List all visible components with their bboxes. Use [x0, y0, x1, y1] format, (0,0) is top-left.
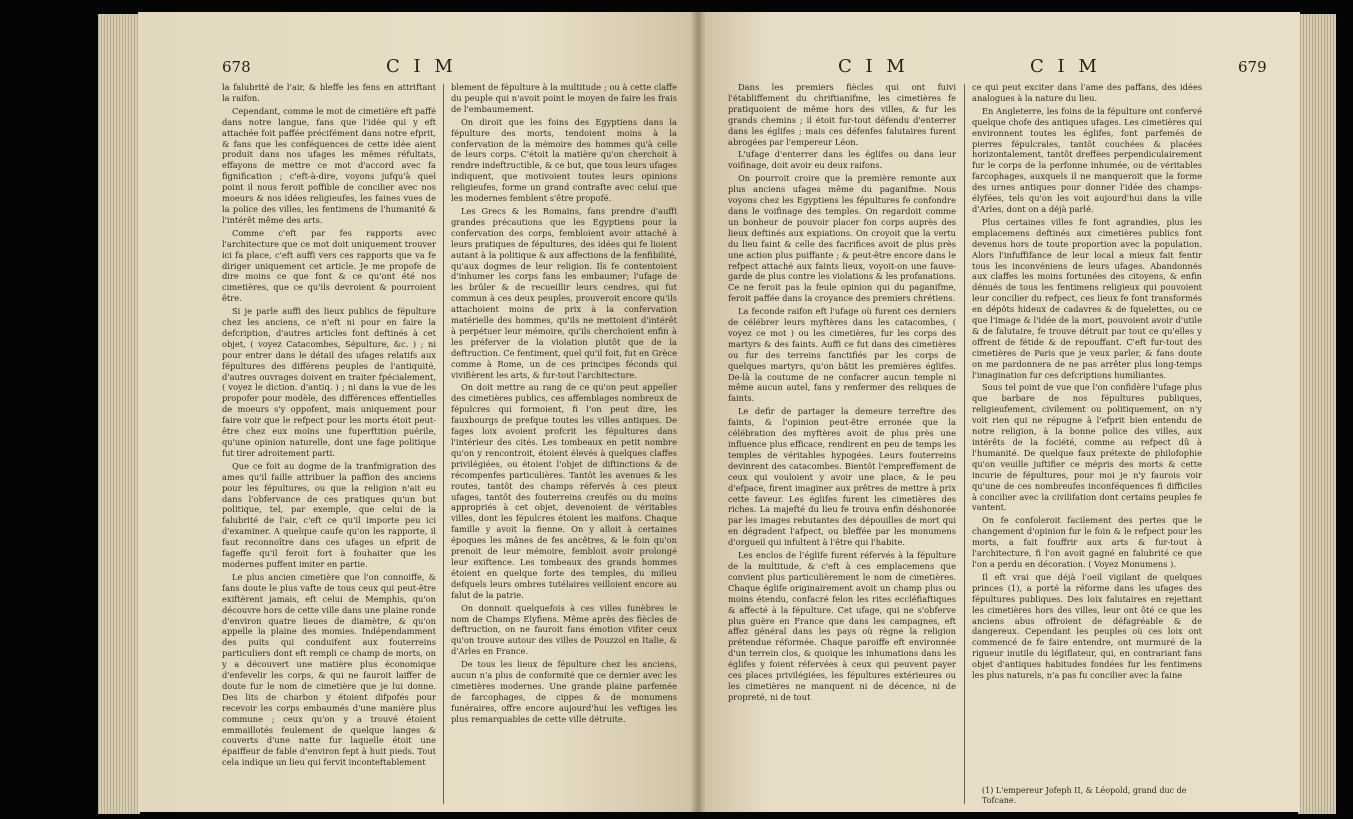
- paragraph: Les Grecs & les Romains, fans prendre d'auffi grandes précautions que les Egyptiens pour la confervation des corps, fembloient avoir attaché à leurs pratiques de fépultures, des idées qui fe lioient autant à la politique & aux affections de la fenfibilité, qu'aux dogmes de leur religion. Ils fe contentoient d'inhumer les corps fans les embaumer; l'ufage de les brûler & de recueillir leurs cendres, qui fut commun à ces deux peuples, prouveroit encore qu'ils attachoient moins de prix à la confervation matérielle des hommes, qu'ils ne mettoient d'intérêt à perpétuer leur mémoire, qu'ils cherchoient enfin à les préferver de la violation plutôt que de la deftruction. Ce fentiment, quel qu'il foit, fut en Grèce comme à Rome, un de ces principes féconds qui vivifièrent les arts, & fur-tout l'architecture.: [451, 205, 677, 380]
- paragraph: Plus certaines villes fe font agrandies, plus les emplacemens deftinés aux cimetières publics font devenus hors de toute proportion avec la population. Alors l'infuffifance de leur local a mieux fait fentir tous les inconvéniens de leurs ufages. Abandonnés aux claffes les moins fortunées des citoyens, & enfin dénués de tous les fentimens religieux qui pouvoient leur concilier du refpect, ces lieux fe font transformés en dépôts hideux de cadavres & de fquelettes, ou ce que l'image & l'idée de la mort, pouvoient avoir d'utile & de falutaire, fe trouve détruit par tout ce qu'elles y offrent de fétide & de repouffant. C'eft fur-tout des cimetières de Paris que je veux parler, & fans doute on me pardonnera de ne pas arrêter plus long-temps l'imagination fur ces defcriptions humiliantes.: [972, 216, 1202, 380]
- page-number-right: 679: [1238, 58, 1267, 76]
- paragraph: Comme c'eft par fes rapports avec l'architecture que ce mot doit uniquement trouver ici fa place, c'eft auffi vers ces rapports que va fe diriger uniquement cet article. Je me propofe de dire moins ce que font & ce qu'ont été nos cimetières, que ce qu'ils devroient & pourroient être.: [222, 227, 436, 304]
- running-header-left: C I M: [386, 56, 457, 77]
- paragraph: De tous les lieux de fépulture chez les anciens, aucun n'a plus de conformité que ce dernier avec les cimetières modernes. Une grande plaine parfemée de farcophages, de cippes & de monumens funéraires, offre encore aujourd'hui les veftiges les plus remarquables de cette ville détruite.: [451, 659, 677, 724]
- right-column-2: [972, 82, 1202, 776]
- paragraph: On diroit que les foins des Egyptiens dans la fépulture des morts, tendoient moins à la confervation de la mémoire des hommes qu'à celle de leurs corps. C'étoit la matière qu'on cherchoit à rendre indeftructible, & ce but, que tous leurs ufages indiquent, que motivoient toutes leurs opinions religieufes, forme un grand contrafte avec celui que les modernes femblent s'être propofé.: [451, 116, 677, 204]
- left-column-1: [222, 82, 436, 806]
- paragraph: L'ufage d'enterrer dans les églifes ou dans leur voifinage, doit avoir eu deux raifons.: [728, 149, 956, 171]
- column-rule: [443, 84, 444, 804]
- paragraph: On fe confoleroit facilement des pertes que le changement d'opinion fur le foin & le refpect pour les morts, a fait fouffrir aux arts & fur-tout à l'architecture, fi l'on avoit gagné en falubrité ce que l'on a perdu en décoration. ( Voyez Monumens ).: [972, 515, 1202, 569]
- paragraph: Que ce foit au dogme de la tranfmigration des ames qu'il faille attribuer la paffion des anciens pour les fépultures, ou que la religion n'ait eu dans l'obfervance de ces pratiques qu'un but politique, tel, par exemple, que celui de la falubrité de l'air, c'eft ce qu'il importe peu ici d'examiner. A quelque caufe qu'on les rapporte, il faut reconnoître dans ces ufages un efprit de fageffe qu'il feroit fort à fouhaiter que les modernes puffent imiter en partie.: [222, 460, 436, 569]
- paragraph: On donnoit quelquefois à ces villes funèbres le nom de Champs Elyfiens. Même après des fiècles de deftruction, on ne fauroit fans émotion vifiter ceux qu'on trouve autour des villes de Pouzzol en Italie, & d'Arles en France.: [451, 602, 677, 657]
- footnote: (1) L'empereur Jofeph II, & Léopold, grand duc de Tofcane.: [982, 786, 1187, 805]
- column-rule: [964, 84, 965, 804]
- paragraph: La feconde raifon eft l'ufage où furent ces derniers de célébrer leurs myftères dans les catacombes, ( voyez ce mot ) ou les cimetières, fur les corps des martyrs & des faints. Auffi ce fut dans des cimetières ou fur des terreins fanctifiés par les corps de quelques martyrs, qu'on bâtit les premières églifes. De-là la coutume de ne confacrer aucun temple ni même aucun autel, fans y renfermer des reliques de faints.: [728, 306, 956, 404]
- paragraph: En Angleterre, les foins de la fépulture ont confervé quelque chofe des antiques ufages. Les cimetières qui environnent toutes les églifes, font parfemés de pierres fépulcrales, tantôt couchées & placées horizontalement, tantôt dreffées perpendiculairement fur le corps de la perfonne inhumée, ou de véritables farcophages, auxquels il ne manqueroit que la forme des urnes antiques pour donner l'idée des champs-élyfées, tels qu'on les voit aujourd'hui dans la ville d'Arles, dont on a déjà parlé.: [972, 105, 1202, 214]
- paragraph: Le defir de partager la demeure terreftre des faints, & l'opinion peut-être erronée que la célébration des myftères avoit de plus près une influence plus efficace, rendirent en peu de temps les temples de véritables hypogées. Leurs fouterreins devinrent des catacombes. Bientôt l'empreffement de ceux qui vouloient y avoir une place, & le peu d'efpace, firent imaginer aux prêtres de mettre à prix cette faveur. Les églifes furent les cimetières des riches. La majefté du lieu fe trouva enfin déshonorée par les images rebutantes des dépouilles de mort qui en dégradent l'afpect, ou bleffée par les monumens d'orgueil qui infultent à l'être qui l'habite.: [728, 406, 956, 548]
- paragraph: blement de fépulture à la multitude ; ou à cette claffe du peuple qui n'avoit point le moyen de faire les frais de l'embaumement.: [451, 82, 677, 114]
- page-number-left: 678: [222, 58, 251, 76]
- running-header-right: C I M: [838, 56, 909, 77]
- paragraph: Cependant, comme le mot de cimetière eft paffé dans notre langue, fans que l'idée qui y eft attachée foit paffée précifément dans notre efprit, & fans que les conféquences de cette idée aient produit dans nos ufages les mêmes réfultats, effayons de mettre ce mot d'accord avec fa fignification ; c'eft-à-dire, voyons jufqu'à quel point il nous feroit poffible de concilier avec nos moeurs & nos idées religieufes, les faines vues de la police des villes, les fentimens de l'humanité & l'intérêt même des arts.: [222, 105, 436, 225]
- paragraph: la falubrité de l'air, & bleffe les fens en attriftant la raifon.: [222, 82, 436, 103]
- paragraph: Le plus ancien cimetière que l'on connoiffe, & fans doute le plus vafte de tous ceux qui peut-être exiftèrent jamais, eft celui de Memphis, qu'on découvre hors de cette ville dans une plaine ronde d'environ quatre lieues de diamètre, & qu'on appelle la plaine des momies. Indépendamment des puits qui conduifent aux fouterreins particuliers dont eft rempli ce champ de morts, on y a découvert une matière plus économique d'enfevelir les corps, & qui ne fauroit laiffer de doute fur le nom de cimetière que je lui donne. Des lits de charbon y étoient difpofés pour recevoir les corps embaumés d'une manière plus commune ; ceux qu'on y a trouvé étoient emmaillotés feulement de quelque langes & couverts d'une natte fur laquelle étoit une épaiffeur de fable d'environ fept à huit pieds. Tout cela indique un lieu qui fervit inconteftablement: [222, 571, 436, 768]
- right-page: [698, 12, 1300, 812]
- right-column-1: [728, 82, 956, 806]
- running-header-right-2: C I M: [1030, 56, 1101, 77]
- paragraph: Il eft vrai que déjà l'oeil vigilant de quelques princes (1), a porté la réforme dans les ufages des fépultures publiques. Des loix falutaires en rejettant les cimetières hors des villes, leur ont ôté ce que les anciens abus offroient de défagréable & de dangereux. Cependant les peuples où ces loix ont commencé de fe faire entendre, ont murmuré de la rigueur inutile du légiflateur, qui, en contrariant fans objet d'antiques habitudes fondées fur les fentimens les plus naturels, n'a pas fu concilier avec la faine: [972, 571, 1202, 681]
- left-page-edges: [98, 14, 140, 814]
- paragraph: Les enclos de l'églife furent réfervés à la fépulture de la multitude, & c'eft à ces emplacemens que convient plus particulièrement le nom de cimetières. Chaque églife originairement avoit un champ plus ou moins étendu, confacré felon les rites eccléfiaftiques & affecté à la fépulture. Cet ufage, qui ne s'obferve plus guère en France que dans les campagnes, eft affez général dans les pays où règne la religion prétendue réformée. Chaque paroiffe eft environnée d'un terrein clos, & quoique les inhumations dans les églifes y foient réfervées à ceux qui peuvent payer ces places privilégiées, les fépultures extérieures ou les cimetières ne manquent ni de décence, ni de propreté, ni de tout: [728, 550, 956, 702]
- book-gutter: [690, 12, 706, 812]
- paragraph: On pourroit croire que la première remonte aux plus anciens ufages même du paganifme. Nous voyons chez les Egyptiens les fépultures fe confondre dans le voifinage des temples. On regardoit comme un bonheur de pouvoir placer fon corps auprès des lieux deftinés aux expiations. On croyoit que la vertu du lieu faint & celle des facrifices avoit de plus près une action plus puiffante ; & peut-être encore dans le refpect attaché aux faints lieux, voyoit-on une fauve-garde de plus contre les violations & les profanations. Ce ne feroit pas la feule opinion qui du paganifme, feroit paffée dans la croyance des premiers chrétiens.: [728, 173, 956, 304]
- paragraph: ce qui peut exciter dans l'ame des paffans, des idées analogues à la nature du lieu.: [972, 82, 1202, 103]
- paragraph: Si je parle auffi des lieux publics de fépulture chez les anciens, ce n'eft ni pour en faire la defcription, d'autres articles font deftinés à cet objet, ( voyez Catacombes, Sépulture, &c. ) ; ni pour entrer dans le détail des ufages relatifs aux fépultures des différens peuples de l'antiquité, d'autres ouvrages doivent en traiter fpécialement, ( voyez le diction. d'antiq. ) ; ni dans la vue de les propofer pour modèle, des différences effentielles de moeurs s'y oppofent, mais uniquement pour faire voir que le refpect pour les morts étoit peut-être chez eux moins une fuperftition puérile, qu'une opinion naturelle, dont une fage politique fut tirer adroitement parti.: [222, 306, 436, 458]
- left-column-2: [451, 82, 677, 806]
- paragraph: Sous tel point de vue que l'on confidère l'ufage plus que barbare de nos fépultures publiques, religieufement, civilement ou politiquement, on n'y voit rien qui ne répugne à l'efprit bien entendu de notre religion, à la bonne police des villes, aux intérêts de la fociété, comme au refpect dû à l'humanité. De quelque faux prétexte de philofophie qu'on veuille juftifier ce mépris des morts & cette incurie de fépultures, pour moi je n'y faurois voir qu'une de ces nombreufes inconféquences fi difficiles à concilier avec la civilifation dont certains peuples fe vantent.: [972, 382, 1202, 513]
- left-page: [138, 12, 698, 812]
- right-page-edges: [1298, 14, 1336, 814]
- paragraph: On doit mettre au rang de ce qu'on peut appeller des cimetières publics, ces affemblages nombreux de fépulcres qui formoient, fi l'on peut dire, les fauxbourgs de prefque toutes les villes antiques. De fages loix avoient profcrit les fépultures dans l'intérieur des cités. Les tombeaux en petit nombre qu'on y rencontroit, étoient élevés à quelques claffes privilégiées, ou étoient l'objet de diftinctions & de récompenfes particulières. Tantôt les avenues & les routes, tantôt des champs réfervés à ces pieux ufages, tantôt des fouterreins creufés ou du moins appropriés à cet objet, devenoient de véritables villes, dont les fépulcres étoient les maifons. Chaque famille y avoit la fienne. On y alloit à certaines époques les mânes de fes ancêtres, & le foin qu'on prenoit de leur mémoire, fembloit avoir prolongé leur exiftence. Les tombeaux des grands hommes étoient en quelque forte des temples, du milieu defquels leurs ombres tutélaires veilloient encore au falut de la patrie.: [451, 382, 677, 600]
- paragraph: Dans les premiers fiècles qui ont fuivi l'établiffement du chriftianifme, les cimetières fe pratiquoient de même hors des villes, & fur les grands chemins ; il étoit fur-tout défendu d'enterrer dans les églifes ; mais ces défenfes falutaires furent abrogées par l'empereur Léon.: [728, 82, 956, 147]
